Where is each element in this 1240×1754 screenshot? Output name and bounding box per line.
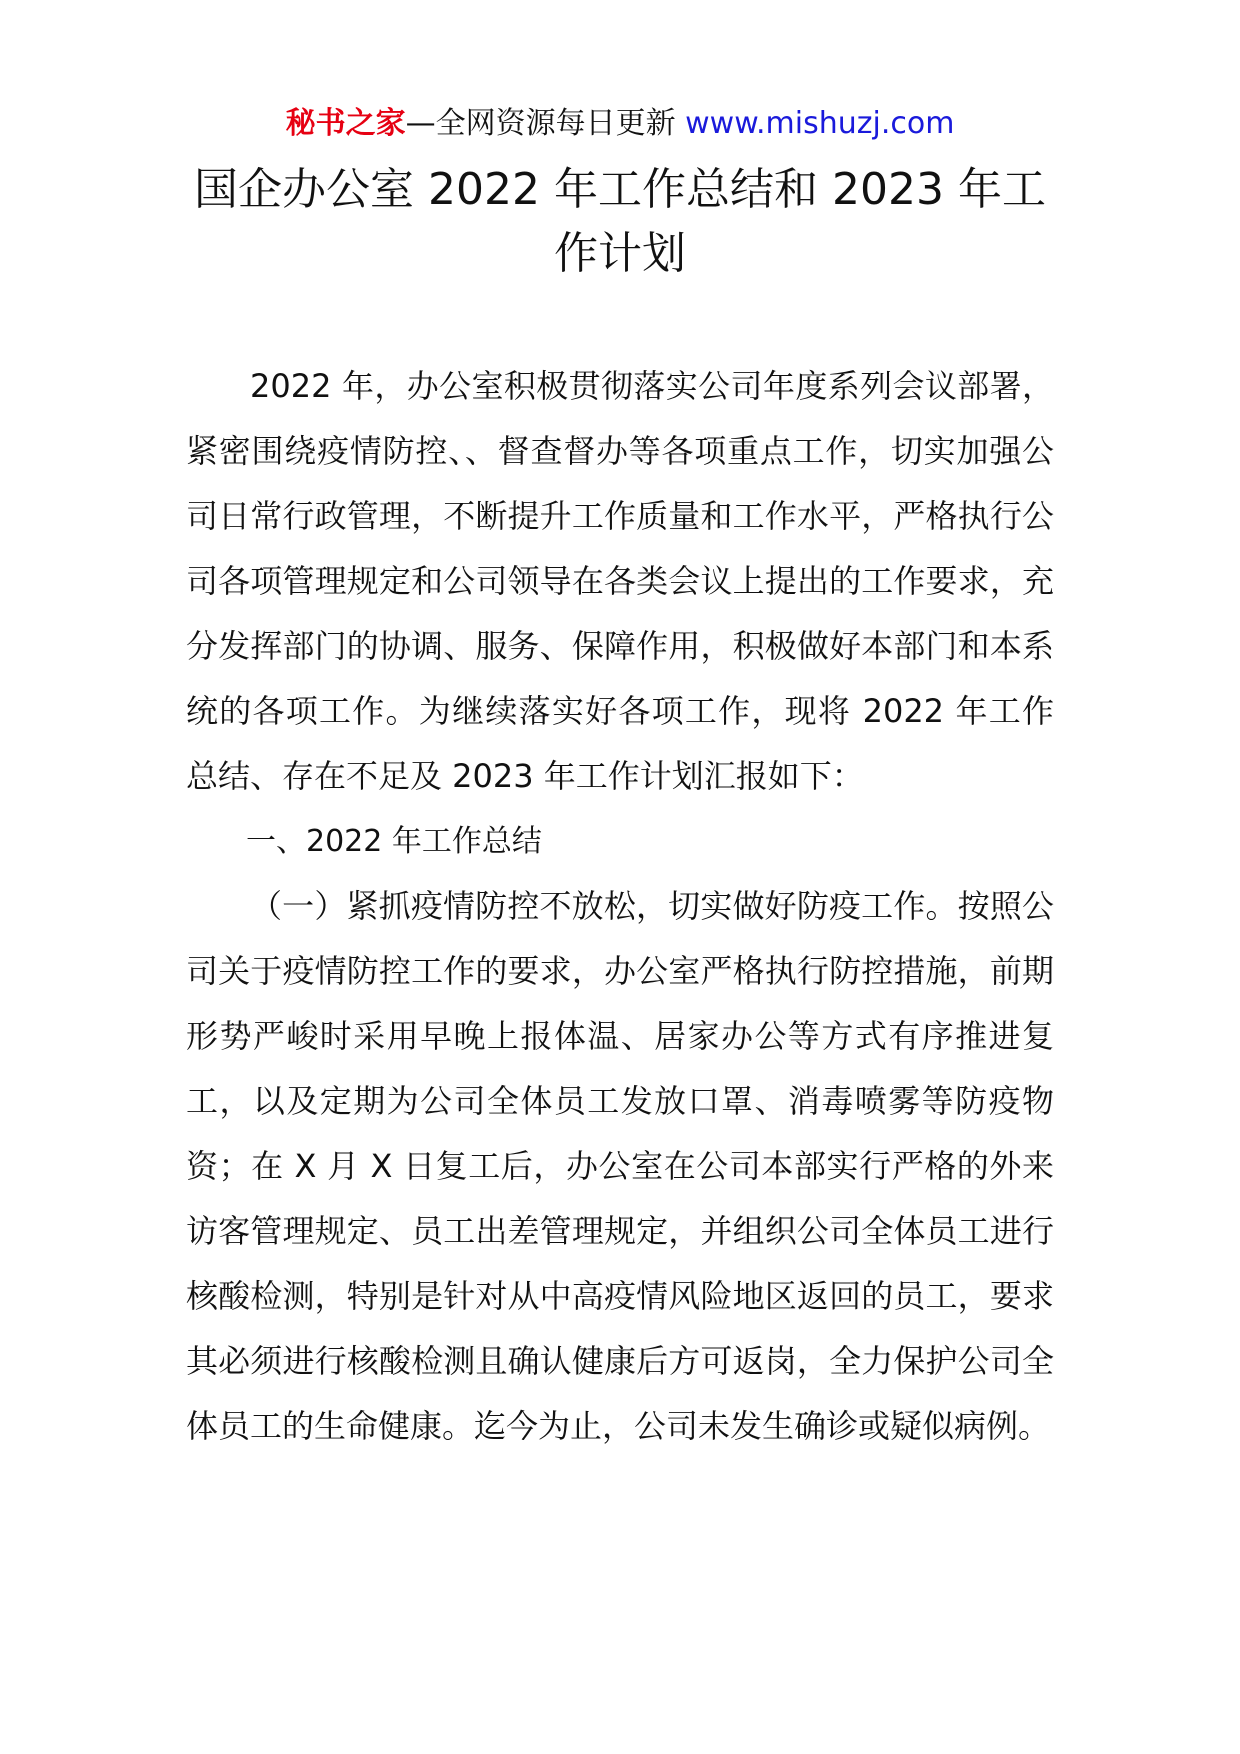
section-heading: 一、2022 年工作总结 — [246, 824, 542, 859]
section-paragraph: （一）紧抓疫情防控不放松，切实做好防疫工作。按照公司关于疫情防控工作的要求，办公室严格执行防控措施，前期形势严峻时采用早晚上报体温、居家办公等方式有序推进复工，以及定期为公司全体员工发放口罩、消毒喷雾等防疫物资；在 X 月 X 日复工后，办公室在公司本部实行严格的外来访客管理规定、员工出差管理规定，并组织公司全体员工进行核酸检测，特别是针对从中高疫情风险地区返回的员工，要求其必须进行核酸检测且确认健康后方可返岗，全力保护公司全体员工的生命健康。迄今为止，公司未发生确诊或疑似病例。 — [186, 887, 1054, 1445]
document-body — [186, 354, 1054, 1459]
document-title: 国企办公室 2022 年工作总结和 2023 年工作计划 — [194, 164, 1046, 279]
header-tagline: —全网资源每日更新 — [405, 106, 686, 141]
site-header — [0, 100, 1240, 148]
site-url-link[interactable]: www.mishuzj.com — [685, 106, 955, 141]
brand-name: 秘书之家 — [285, 106, 406, 141]
intro-paragraph: 2022 年，办公室积极贯彻落实公司年度系列会议部署，紧密围绕疫情防控、、督查督办等各项重点工作，切实加强公司日常行政管理，不断提升工作质量和工作水平，严格执行公司各项管理规定和公司领导在各类会议上提出的工作要求，充分发挥部门的协调、服务、保障作用，积极做好本部门和本系统的各项工作。为继续落实好各项工作，现将 2022 年工作总结、存在不足及 2023 年工作计划汇报如下： — [186, 367, 1054, 795]
